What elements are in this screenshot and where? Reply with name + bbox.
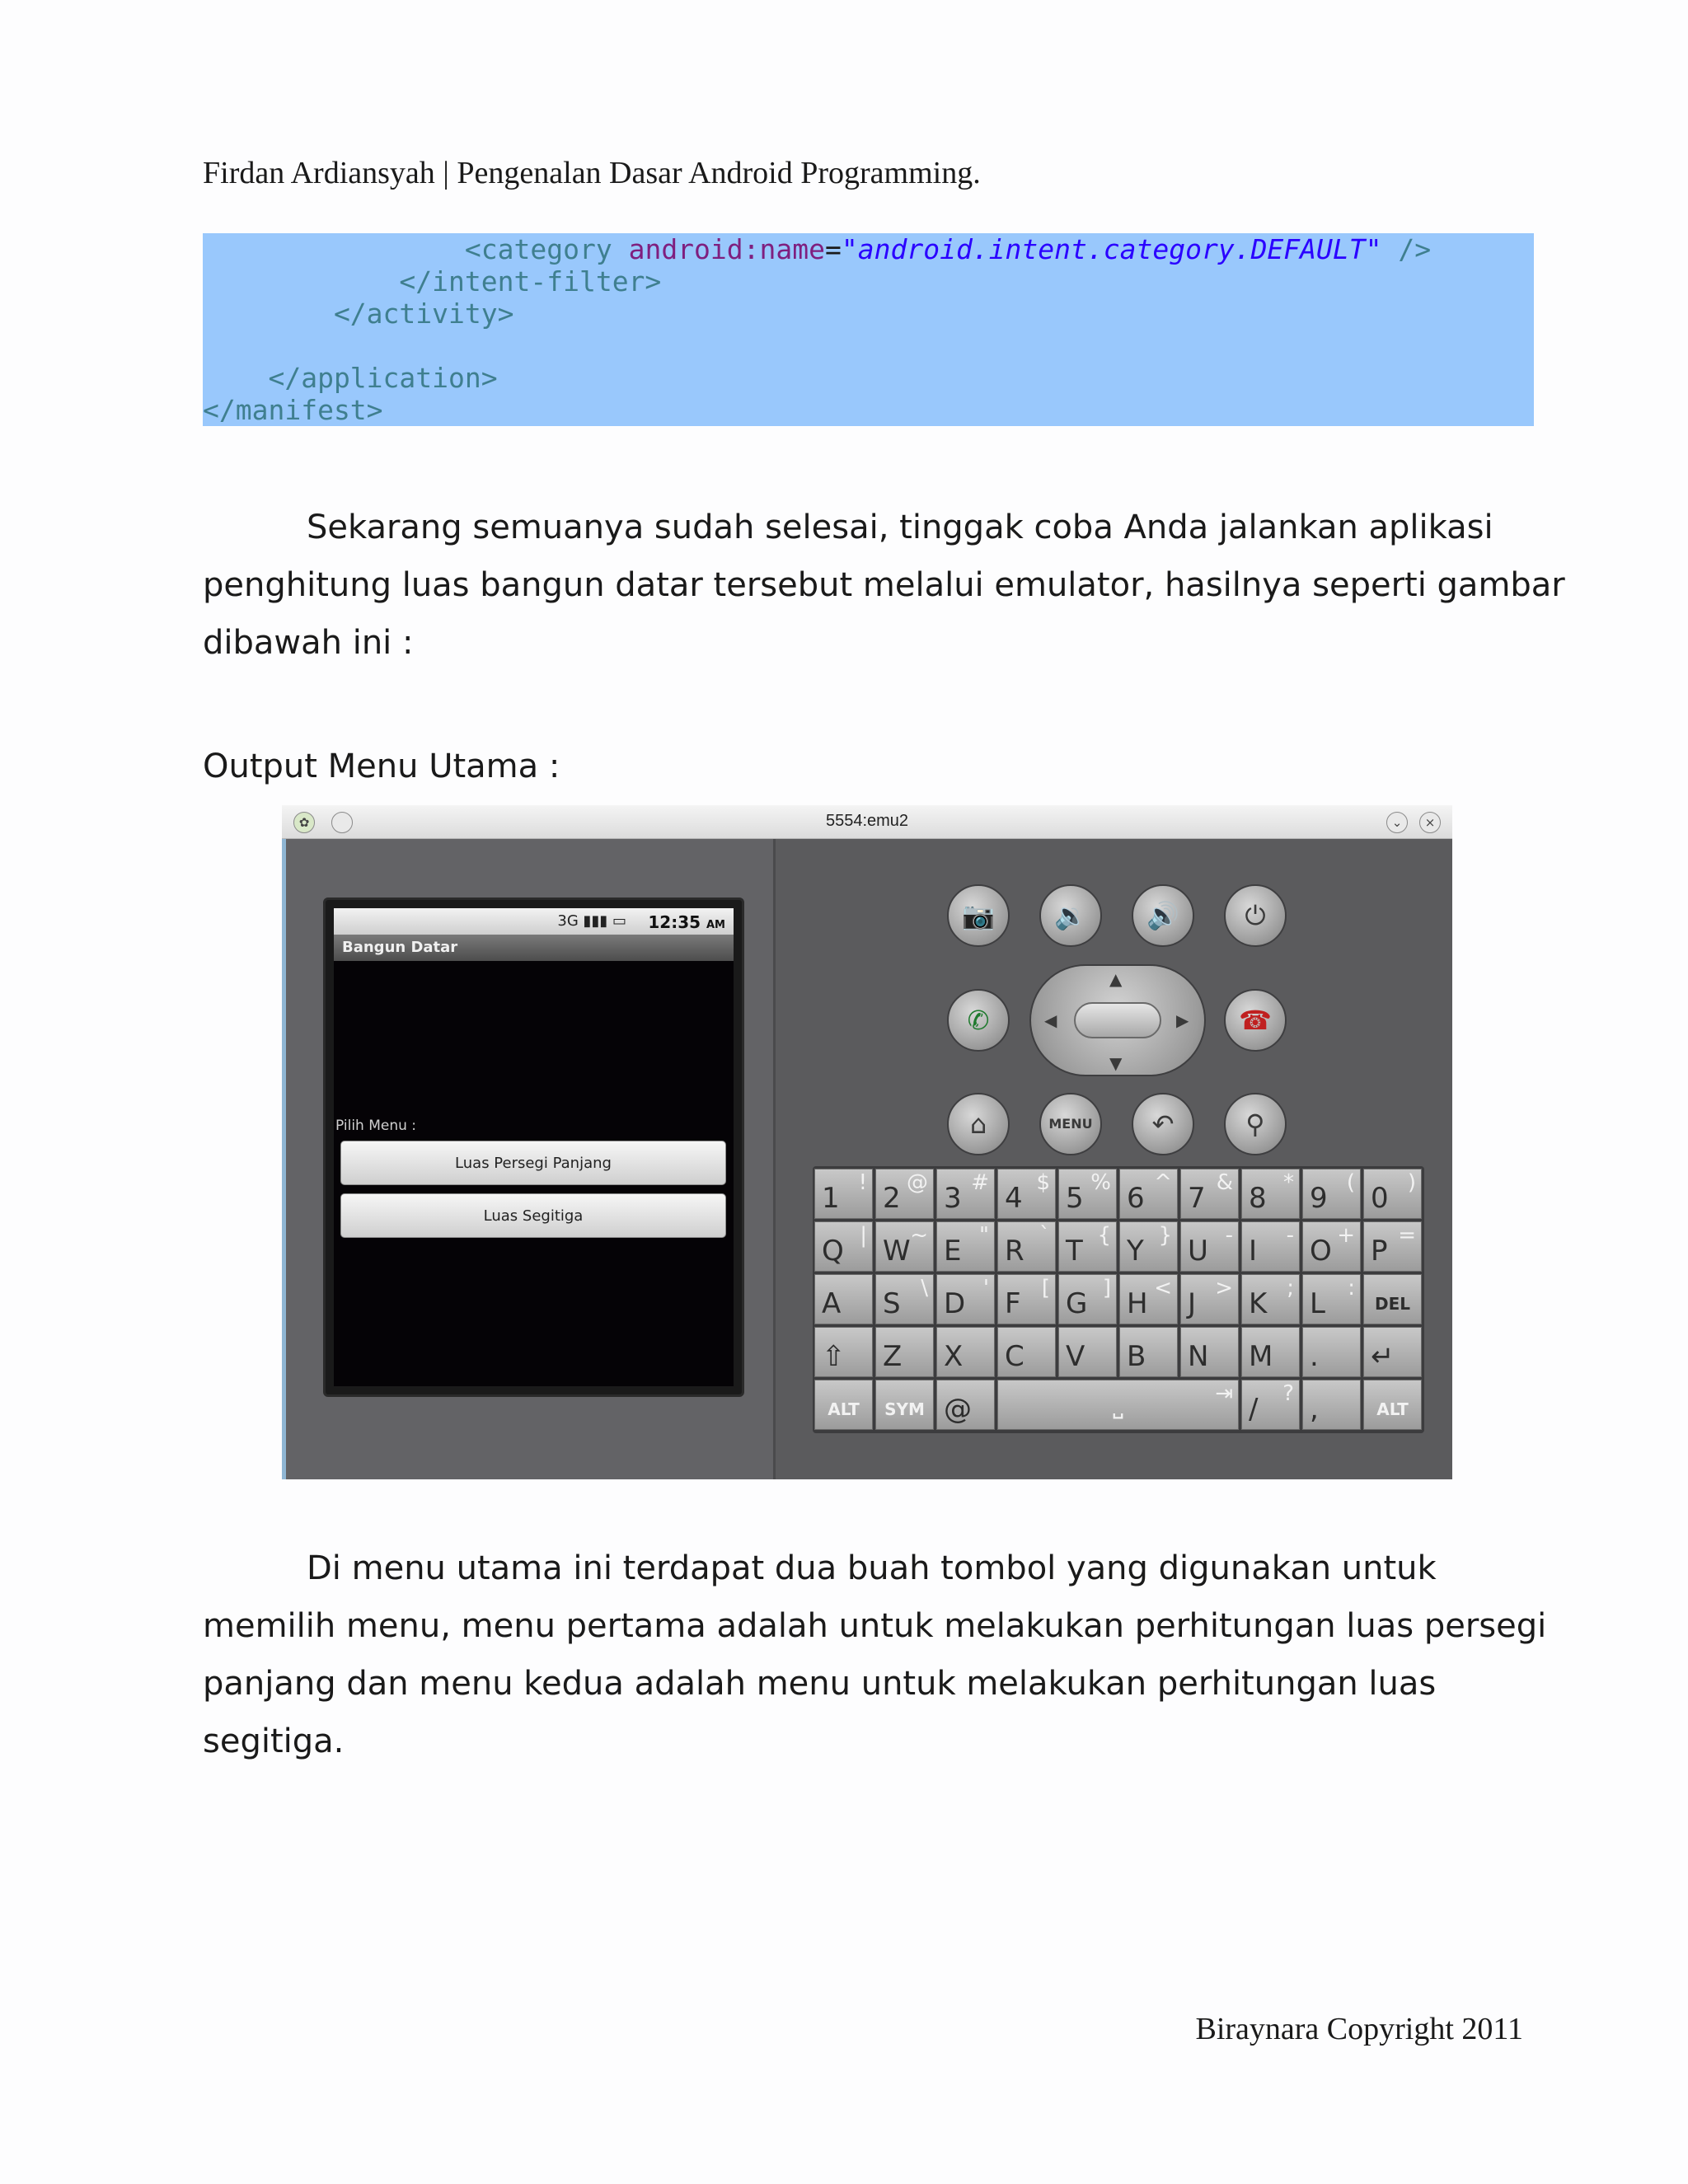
key-label: . [1310, 1340, 1319, 1373]
key-label: S [883, 1287, 901, 1320]
code-line-4 [203, 330, 1534, 362]
code-tag-open: <category [464, 233, 629, 265]
key-row4-8[interactable] [1302, 1327, 1361, 1377]
dpad-center-button[interactable] [1074, 1002, 1161, 1038]
qwerty-keyboard [813, 1166, 1424, 1433]
menu-button[interactable] [1039, 1093, 1102, 1155]
key-row3-6[interactable] [1180, 1274, 1239, 1324]
paragraph-intro [203, 499, 1565, 672]
page-footer: Biraynara Copyright 2011 [1195, 2012, 1523, 2046]
key-row3-7[interactable] [1241, 1274, 1300, 1324]
key-row4-9[interactable] [1363, 1327, 1422, 1377]
key-alt-label: > [1215, 1276, 1233, 1301]
paragraph-description [203, 1540, 1547, 1770]
dpad-left-icon[interactable]: ◀ [1044, 1010, 1057, 1030]
key-label: H [1127, 1287, 1148, 1320]
android-icon: ✿ [293, 812, 315, 833]
key-label: / [1249, 1393, 1259, 1426]
back-button[interactable] [1132, 1093, 1194, 1155]
key-alt-label: - [1225, 1223, 1233, 1248]
key-label: 9 [1310, 1182, 1328, 1215]
home-icon: ⌂ [969, 1108, 987, 1140]
code-line-3: </activity> [203, 298, 514, 330]
window-edge [282, 839, 286, 1479]
key-alt-label: ' [982, 1276, 989, 1301]
key-row2-4[interactable] [1058, 1221, 1117, 1272]
key-row4-5[interactable] [1119, 1327, 1178, 1377]
clock-ampm: AM [706, 919, 725, 931]
key-row1-6[interactable] [1180, 1169, 1239, 1219]
key-alt-label: $ [1036, 1170, 1050, 1195]
code-line-1 [203, 233, 1534, 265]
close-icon[interactable]: × [1419, 812, 1441, 833]
dpad-right-icon[interactable]: ▶ [1176, 1010, 1189, 1030]
key-row4-0[interactable] [814, 1327, 873, 1377]
clock-time: 12:35 [648, 912, 701, 932]
power-icon: ⏻ [1245, 900, 1266, 931]
end-call-button[interactable] [1224, 989, 1287, 1052]
key-alt-label: [ [1041, 1276, 1050, 1301]
section-label: Output Menu Utama : [203, 748, 560, 785]
emulator-screen-panel [282, 839, 776, 1479]
key-slash[interactable] [1241, 1380, 1300, 1430]
key-alt-label: ` [1039, 1223, 1050, 1248]
key-label: I [1249, 1235, 1258, 1268]
key-row3-5[interactable] [1119, 1274, 1178, 1324]
end-call-icon: ☎ [1239, 1005, 1272, 1036]
key-label: 8 [1249, 1182, 1267, 1215]
key-label: ↵ [1371, 1340, 1395, 1373]
key-row1-0[interactable] [814, 1169, 873, 1219]
menu-label: MENU [1048, 1116, 1093, 1132]
camera-icon: 📷 [962, 900, 995, 931]
home-button[interactable] [947, 1093, 1010, 1155]
key-label: D [944, 1287, 966, 1320]
key-row1-4[interactable] [1058, 1169, 1117, 1219]
key-space[interactable] [997, 1380, 1239, 1430]
code-indent [203, 233, 465, 265]
key-row2-9[interactable] [1363, 1221, 1422, 1272]
signal-battery-icons: 3G ▮▮▮ ▭ [557, 912, 626, 930]
code-attribute-value: "android.intent.category.DEFAULT" [841, 233, 1382, 265]
key-label: X [944, 1340, 964, 1373]
key-row2-6[interactable] [1180, 1221, 1239, 1272]
clock [648, 912, 725, 932]
key-label: F [1005, 1287, 1021, 1320]
key-label: @ [944, 1393, 972, 1426]
code-tag-close: /> [1381, 233, 1432, 265]
key-alt-label: { [1097, 1223, 1111, 1248]
paragraph-line: dibawah ini : [203, 624, 414, 662]
key-label: E [944, 1235, 962, 1268]
key-alt-label: ] [1102, 1276, 1111, 1301]
key-label: M [1249, 1340, 1273, 1373]
key-alt-label: % [1090, 1170, 1111, 1195]
key-label: G [1066, 1287, 1088, 1320]
call-button[interactable] [947, 989, 1010, 1052]
key-row3-0[interactable] [814, 1274, 873, 1324]
dpad[interactable] [1029, 964, 1206, 1076]
key-row2-3[interactable] [997, 1221, 1056, 1272]
app-title-bar: Bangun Datar [334, 935, 734, 961]
key-label: 6 [1127, 1182, 1145, 1215]
key-comma[interactable] [1302, 1380, 1361, 1430]
key-alt-label: ; [1287, 1276, 1294, 1301]
paragraph-line: panjang dan menu kedua adalah menu untuk melakukan perhitungan luas [203, 1665, 1437, 1703]
emulator-screenshot [282, 805, 1452, 1479]
phone-screen [334, 908, 734, 1386]
paragraph-line: memilih menu, menu pertama adalah untuk melakukan perhitungan luas persegi [203, 1607, 1547, 1645]
key-row2-0[interactable] [814, 1221, 873, 1272]
key-alt-label: | [860, 1223, 867, 1248]
key-label: 5 [1066, 1182, 1084, 1215]
key-label: R [1005, 1235, 1025, 1268]
key-label: B [1127, 1340, 1146, 1373]
key-alt-label: ^ [1154, 1170, 1172, 1195]
emulator-controls-panel [776, 839, 1452, 1479]
call-icon: ✆ [967, 1005, 990, 1036]
key-at[interactable] [936, 1380, 995, 1430]
key-row3-1[interactable] [875, 1274, 934, 1324]
key-label: V [1066, 1340, 1085, 1373]
key-label: Y [1127, 1235, 1144, 1268]
key-row3-4[interactable] [1058, 1274, 1117, 1324]
code-line-2: </intent-filter> [203, 265, 662, 298]
key-row2-1[interactable] [875, 1221, 934, 1272]
key-label: 7 [1188, 1182, 1206, 1215]
power-button[interactable] [1224, 884, 1287, 947]
key-alt-label: } [1158, 1223, 1172, 1248]
key-row4-1[interactable] [875, 1327, 934, 1377]
back-icon: ↶ [1151, 1108, 1175, 1140]
key-label: W [883, 1235, 911, 1268]
key-alt-right[interactable] [1363, 1380, 1422, 1430]
tab-icon: ⇥ [1215, 1381, 1233, 1406]
key-label: Q [822, 1235, 844, 1268]
luas-persegi-panjang-button[interactable]: Luas Persegi Panjang [340, 1141, 726, 1185]
key-row1-8[interactable] [1302, 1169, 1361, 1219]
key-alt-label: - [1286, 1223, 1294, 1248]
key-row3-3[interactable] [997, 1274, 1056, 1324]
key-alt-label: ~ [910, 1223, 928, 1248]
key-label: 3 [944, 1182, 962, 1215]
key-row2-2[interactable] [936, 1221, 995, 1272]
key-row1-7[interactable] [1241, 1169, 1300, 1219]
key-label: L [1310, 1287, 1325, 1320]
volume-up-icon: 🔊 [1146, 900, 1179, 931]
key-alt-label: & [1216, 1170, 1233, 1195]
search-button[interactable] [1224, 1093, 1287, 1155]
key-row1-3[interactable] [997, 1169, 1056, 1219]
code-line-5: </application> [203, 362, 498, 394]
menu-prompt: Pilih Menu : [335, 1118, 417, 1134]
key-row4-4[interactable] [1058, 1327, 1117, 1377]
code-line-6: </manifest> [203, 394, 383, 426]
key-alt-label: \ [921, 1276, 928, 1301]
key-row4-2[interactable] [936, 1327, 995, 1377]
key-row1-5[interactable] [1119, 1169, 1178, 1219]
key-label: N [1188, 1340, 1209, 1373]
key-row1-2[interactable] [936, 1169, 995, 1219]
key-label: 0 [1371, 1182, 1389, 1215]
volume-down-button[interactable] [1039, 884, 1102, 947]
key-alt-label: < [1154, 1276, 1172, 1301]
paragraph-line: segitiga. [203, 1722, 345, 1760]
search-icon: ⚲ [1245, 1108, 1265, 1140]
emulator-window-title: 5554:emu2 [825, 812, 909, 830]
key-alt-label: ? [1282, 1381, 1294, 1406]
key-label: P [1371, 1235, 1388, 1268]
paragraph-line: Sekarang semuanya sudah selesai, tinggak coba Anda jalankan aplikasi [307, 509, 1493, 546]
luas-segitiga-button[interactable]: Luas Segitiga [340, 1193, 726, 1238]
key-row3-2[interactable] [936, 1274, 995, 1324]
key-label: T [1066, 1235, 1083, 1268]
key-alt-label: + [1337, 1223, 1355, 1248]
key-row4-3[interactable] [997, 1327, 1056, 1377]
key-alt-label: ) [1407, 1170, 1416, 1195]
key-label: J [1188, 1287, 1197, 1320]
key-label: SYM [884, 1399, 925, 1419]
key-alt-label: * [1283, 1170, 1294, 1195]
code-equals: = [825, 233, 842, 265]
code-attribute: android:name [628, 233, 825, 265]
phone-screen-frame [323, 898, 744, 1397]
key-alt-label: = [1398, 1223, 1416, 1248]
paragraph-line: Di menu utama ini terdapat dua buah tombol yang digunakan untuk [307, 1549, 1437, 1587]
volume-up-button[interactable] [1132, 884, 1194, 947]
key-row2-8[interactable] [1302, 1221, 1361, 1272]
key-label: ALT [828, 1399, 860, 1419]
key-row4-6[interactable] [1180, 1327, 1239, 1377]
dpad-down-icon[interactable]: ▼ [1109, 1053, 1123, 1073]
key-row4-7[interactable] [1241, 1327, 1300, 1377]
status-bar [334, 908, 734, 935]
volume-down-icon: 🔉 [1054, 900, 1087, 931]
key-sym[interactable] [875, 1380, 934, 1430]
emulator-titlebar [282, 805, 1452, 839]
key-row2-5[interactable] [1119, 1221, 1178, 1272]
key-label: O [1310, 1235, 1332, 1268]
key-row2-7[interactable] [1241, 1221, 1300, 1272]
key-label: K [1249, 1287, 1268, 1320]
key-label: 4 [1005, 1182, 1023, 1215]
key-row1-1[interactable] [875, 1169, 934, 1219]
key-row3-8[interactable] [1302, 1274, 1361, 1324]
key-alt-label: " [979, 1223, 989, 1248]
key-label: ␣ [1112, 1399, 1124, 1419]
key-label: A [822, 1287, 842, 1320]
key-row3-9[interactable] [1363, 1274, 1422, 1324]
key-label: , [1310, 1393, 1319, 1426]
key-label: 2 [883, 1182, 901, 1215]
key-label: U [1188, 1235, 1208, 1268]
camera-button[interactable] [947, 884, 1010, 947]
page-header: Firdan Ardiansyah | Pengenalan Dasar Android Programming. [203, 156, 981, 190]
minimize-icon[interactable]: ⌄ [1386, 812, 1408, 833]
paragraph-line: penghitung luas bangun datar tersebut melalui emulator, hasilnya seperti gambar [203, 566, 1565, 604]
key-label: ALT [1376, 1399, 1409, 1419]
key-label: Z [883, 1340, 903, 1373]
key-label: C [1005, 1340, 1025, 1373]
key-label: 1 [822, 1182, 840, 1215]
key-alt-left[interactable] [814, 1380, 873, 1430]
key-row1-9[interactable] [1363, 1169, 1422, 1219]
dpad-up-icon[interactable]: ▲ [1109, 969, 1123, 989]
key-alt-label: @ [907, 1170, 928, 1195]
code-block [203, 233, 1534, 426]
key-alt-label: ( [1346, 1170, 1355, 1195]
key-alt-label: ! [858, 1170, 867, 1195]
key-label: ⇧ [822, 1340, 846, 1373]
key-label: DEL [1374, 1294, 1410, 1314]
key-alt-label: # [971, 1170, 989, 1195]
key-alt-label: : [1348, 1276, 1355, 1301]
